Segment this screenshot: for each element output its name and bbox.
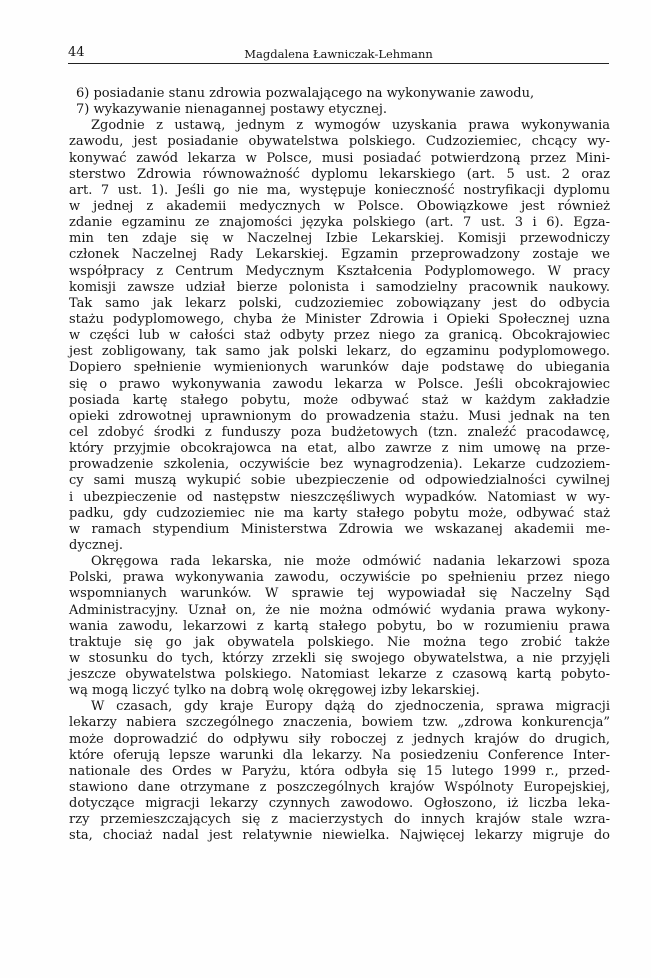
text-line: konywać zawód lekarza w Polsce, musi posiadać potwierdzoną przez Mini-: [69, 150, 610, 166]
running-head: Magdalena Ławniczak-Lehmann: [244, 47, 433, 61]
text-line: Polski, prawa wykonywania zawodu, oczywiście po spełnieniu przez niego: [69, 570, 610, 586]
text-line: współpracy z Centrum Medycznym Kształcenia Podyplomowego. W pracy: [69, 263, 610, 279]
text-line: który przyjmie obcokrajowca na etat, albo zawrze z nim umowę na prze-: [69, 441, 610, 457]
text-line: traktuje się go jak obywatela polskiego. Nie można tego zrobić także: [69, 634, 610, 650]
text-line: Administracyjny. Uznał on, że nie można odmówić wydania prawa wykony-: [69, 602, 610, 618]
text-line: cel zdobyć środki z funduszy poza budżetowych (tzn. znaleźć pracodawcę,: [69, 424, 610, 440]
text-line: opieki zdrowotnej uprawnionym do prowadzenia stażu. Musi jednak na ten: [69, 408, 610, 424]
text-line: Okręgowa rada lekarska, nie może odmówić nadania lekarzowi spoza: [91, 554, 610, 570]
text-line: zawodu, jest posiadanie obywatelstwa polskiego. Cudzoziemiec, chcący wy-: [69, 134, 610, 150]
text-line: lekarzy nabiera szczególnego znaczenia, bowiem tzw. „zdrowa konkurencja”: [69, 715, 610, 731]
page-number: 44: [68, 45, 85, 60]
body-text: [69, 86, 610, 845]
text-line: Dopiero spełnienie wymienionych warunków daje podstawę do ubiegania: [69, 360, 610, 376]
text-line: padku, gdy cudzoziemiec nie ma karty stałego pobytu może, odbywać staż: [69, 505, 610, 521]
text-line: stawiono dane otrzymane z poszczególnych krajów Wspólnoty Europejskiej,: [69, 780, 610, 796]
text-line: może doprowadzić do odpływu siły roboczej z jednych krajów do drugich,: [69, 731, 610, 747]
text-line: 7) wykazywanie nienagannej postawy etycznej.: [76, 102, 388, 118]
text-line: w ramach stypendium Ministerstwa Zdrowia we wskazanej akademii me-: [69, 521, 610, 537]
text-line: w części lub w całości staż odbyty przez niego za granicą. Obcokrajowiec: [69, 328, 610, 344]
text-line: jeszcze obywatelstwa polskiego. Natomiast lekarze z czasową kartą pobyto-: [69, 667, 610, 683]
text-line: wą mogą liczyć tylko na dobrą wolę okręgowej izby lekarskiej.: [69, 683, 480, 699]
text-line: stażu podyplomowego, chyba że Minister Zdrowia i Opieki Społecznej uzna: [69, 311, 610, 327]
text-line: jest zobligowany, tak samo jak polski lekarz, do egzaminu podyplomowego.: [69, 344, 610, 360]
text-line: Tak samo jak lekarz polski, cudzoziemiec zobowiązany jest do odbycia: [69, 295, 610, 311]
text-line: dycznej.: [69, 537, 124, 553]
text-line: sta, chociaż nadal jest relatywnie niewielka. Najwięcej lekarzy migruje do: [69, 828, 610, 844]
page-header: [68, 45, 609, 64]
text-line: nationale des Ordes w Paryżu, która odbyła się 15 lutego 1999 r., przed-: [69, 763, 610, 779]
text-line: wspomnianych warunków. W sprawie tej wypowiadał się Naczelny Sąd: [69, 586, 610, 602]
text-line: min ten zdaje się w Naczelnej Izbie Lekarskiej. Komisji przewodniczy: [69, 231, 610, 247]
text-line: w stosunku do tych, którzy zrzekli się swojego obywatelstwa, a nie przyjęli: [69, 650, 610, 666]
text-line: sterstwo Zdrowia równoważność dyplomu lekarskiego (art. 5 ust. 2 oraz: [69, 166, 610, 182]
text-line: Zgodnie z ustawą, jednym z wymogów uzyskania prawa wykonywania: [91, 118, 610, 134]
text-line: członek Naczelnej Rady Lekarskiej. Egzamin przeprowadzony zostaje we: [69, 247, 610, 263]
text-line: art. 7 ust. 1). Jeśli go nie ma, występuje konieczność nostryfikacji dyplomu: [69, 182, 610, 198]
text-line: prowadzenie szkolenia, oczywiście bez wynagrodzenia). Lekarze cudzoziem-: [69, 457, 610, 473]
text-line: i ubezpieczenie od następstw nieszczęśliwych wypadków. Natomiast w wy-: [69, 489, 610, 505]
text-line: w jednej z akademii medycznych w Polsce. Obowiązkowe jest również: [69, 198, 610, 214]
text-line: 6) posiadanie stanu zdrowia pozwalającego na wykonywanie zawodu,: [76, 86, 535, 101]
text-line: które oferują lepsze warunki dla lekarzy. Na posiedzeniu Conference Inter-: [69, 747, 610, 763]
text-line: zdanie egzaminu ze znajomości języka polskiego (art. 7 ust. 3 i 6). Egza-: [69, 215, 610, 231]
text-line: posiada kartę stałego pobytu, może odbywać staż w każdym zakładzie: [69, 392, 610, 408]
text-line: rzy przemieszczających się z macierzystych do innych krajów stale wzra-: [69, 812, 610, 828]
text-line: komisji zawsze udział bierze polonista i samodzielny pracownik naukowy.: [69, 279, 610, 295]
text-line: się o prawo wykonywania zawodu lekarza w Polsce. Jeśli obcokrajowiec: [69, 376, 610, 392]
text-line: W czasach, gdy kraje Europy dążą do zjednoczenia, sprawa migracji: [91, 699, 610, 715]
text-line: cy sami muszą wykupić sobie ubezpieczenie od odpowiedzialności cywilnej: [69, 473, 610, 489]
text-line: dotyczące migracji lekarzy czynnych zawodowo. Ogłoszono, iż liczba leka-: [69, 796, 610, 812]
text-line: wania zawodu, lekarzowi z kartą stałego pobytu, bo w rozumieniu prawa: [69, 618, 610, 634]
